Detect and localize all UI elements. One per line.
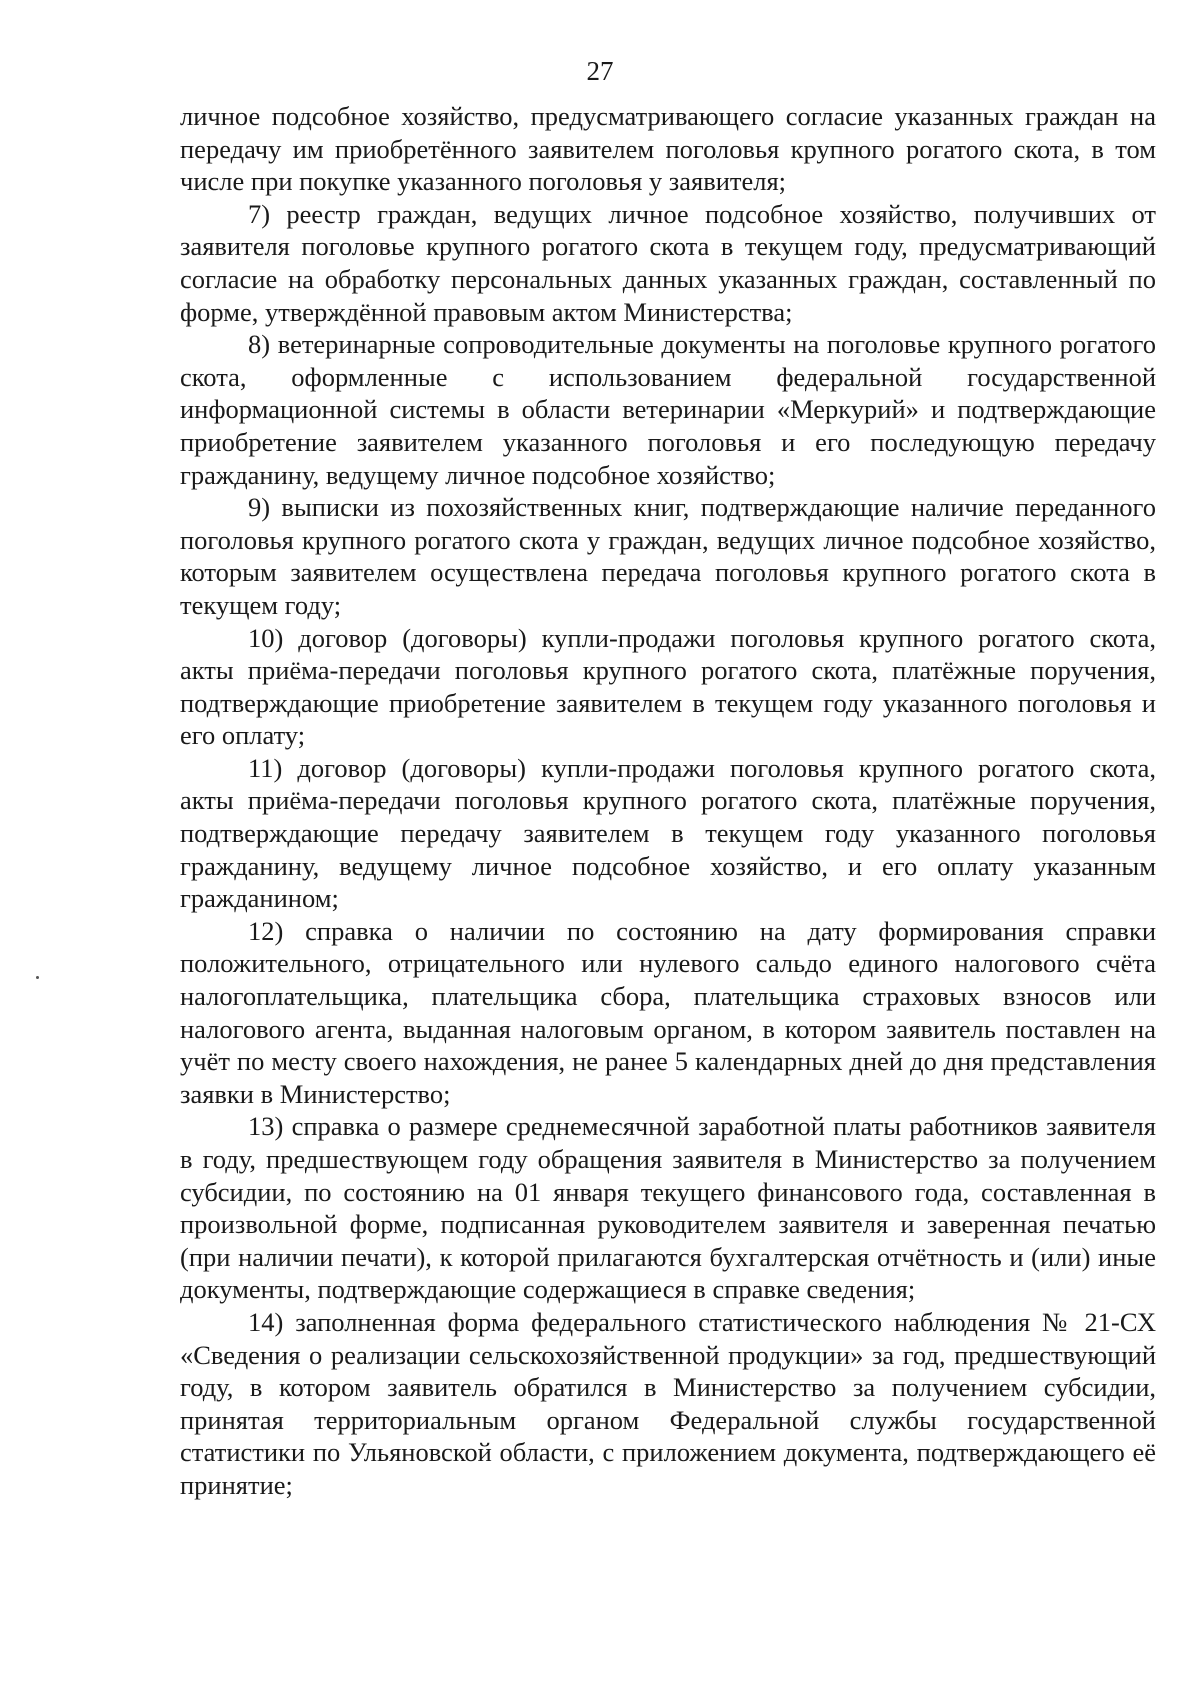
list-item-7: 7) реестр граждан, ведущих личное подсобное хозяйство, получивших от заявителя поголовье крупного рогатого скота в текущем году, предусматривающий согласие на обработку персональных данных указанных граждан, составленный по форме, утверждённой правовым актом Министерства; [180, 198, 1156, 327]
list-item-10: 10) договор (договоры) купли-продажи поголовья крупного рогатого скота, акты приёма-передачи поголовья крупного рогатого скота, платёжные поручения, подтверждающие приобретение заявителем в текущем году указанного поголовья и его оплату; [180, 622, 1156, 751]
list-item-12: 12) справка о наличии по состоянию на дату формирования справки положительного, отрицательного или нулевого сальдо единого налогового счёта налогоплательщика, плательщика сбора, плательщика страховых взносов или налогового агента, выданная налоговым органом, в котором заявитель поставлен на учёт по месту своего нахождения, не ранее 5 календарных дней до дня представления заявки в Министерство; [180, 915, 1156, 1109]
page-number: 27 [586, 56, 614, 86]
scan-speck [36, 976, 39, 979]
list-item-8: 8) ветеринарные сопроводительные документы на поголовье крупного рогатого скота, оформленные с использованием федеральной государственной информационной системы в области ветеринарии «Меркурий» и подтверждающие приобретение заявителем указанного поголовья и его последующую передачу гражданину, ведущему личное подсобное хозяйство; [180, 329, 1156, 490]
list-item-11: 11) договор (договоры) купли-продажи поголовья крупного рогатого скота, акты приёма-передачи поголовья крупного рогатого скота, платёжные поручения, подтверждающие передачу заявителем в текущем году указанного поголовья гражданину, ведущему личное подсобное хозяйство, и его оплату указанным гражданином; [180, 752, 1156, 914]
list-item-14: 14) заполненная форма федерального статистического наблюдения № 21-СХ «Сведения о реализации сельскохозяйственной продукции» за год, предшествующий году, в котором заявитель обратился в Министерство за получением субсидии, принятая территориальным органом Федеральной службы государственной статистики по Ульяновской области, с приложением документа, подтверждающего её принятие; [180, 1306, 1156, 1500]
list-item-9: 9) выписки из похозяйственных книг, подтверждающие наличие переданного поголовья крупного рогатого скота у граждан, ведущих личное подсобное хозяйство, которым заявителем осуществлена передача поголовья крупного рогатого скота в текущем году; [180, 492, 1156, 620]
document-body [180, 100, 1156, 1502]
paragraph-continuation: личное подсобное хозяйство, предусматривающего согласие указанных граждан на передачу им приобретённого заявителем поголовья крупного рогатого скота, в том числе при покупке указанного поголовья у заявителя; [180, 101, 1156, 197]
list-item-13: 13) справка о размере среднемесячной заработной платы работников заявителя в году, предшествующем году обращения заявителя в Министерство за получением субсидии, по состоянию на 01 января текущего финансового года, составленная в произвольной форме, подписанная руководителем заявителя и заверенная печатью (при наличии печати), к которой прилагаются бухгалтерская отчётность и (или) иные документы, подтверждающие содержащиеся в справке сведения; [180, 1111, 1156, 1305]
